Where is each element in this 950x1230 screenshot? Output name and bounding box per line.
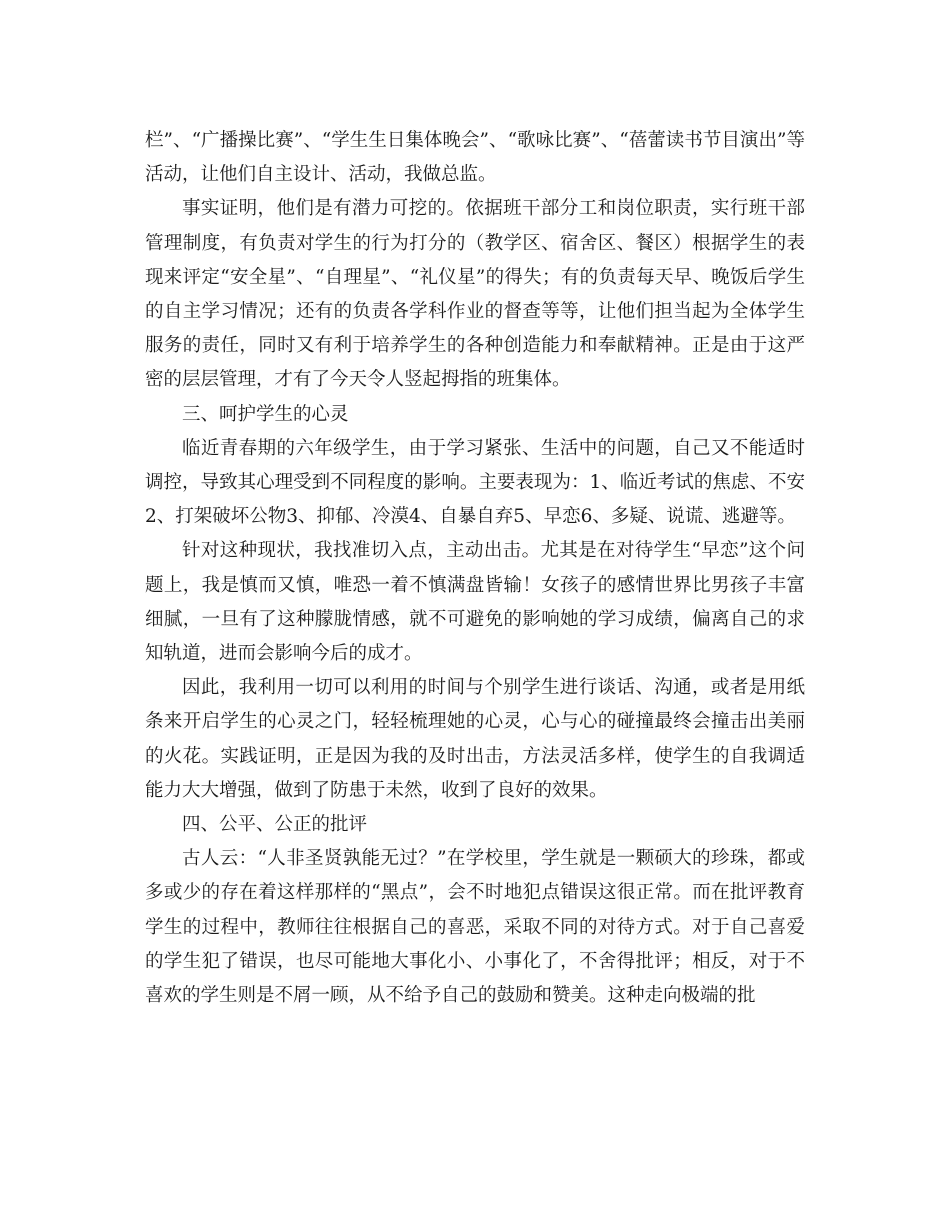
section-heading-protect-hearts: 三、呵护学生的心灵	[182, 403, 349, 425]
paragraph-adolescent-psychology: 临近青春期的六年级学生，由于学习紧张、生活中的问题，自己又不能适时调控，导致其心理受到不同程度的影响。主要表现为：1、临近考试的焦虑、不安2、打架破坏公物3、抑郁、冷漠4、自暴自弃5、早恋6、多疑、说谎、逃避等。	[145, 437, 805, 528]
section-heading-fair-criticism: 四、公平、公正的批评	[182, 814, 368, 836]
paragraph-class-cadre-management: 事实证明，他们是有潜力可挖的。依据班干部分工和岗位职责，实行班干部管理制度，有负责对学生的行为打分的（教学区、宿舍区、餐区）根据学生的表现来评定“安全星”、“自理星”、“礼仪星”的得失；有的负责每天早、晚饭后学生的自主学习情况；还有的负责各学科作业的督查等等，让他们担当起为全体学生服务的责任，同时又有利于培养学生的各种创造能力和奉献精神。正是由于这严密的层层管理，才有了今天令人竖起拇指的班集体。	[145, 198, 805, 391]
paragraph-early-love-issue: 针对这种现状，我找准切入点，主动出击。尤其是在对待学生“早恋”这个问题上，我是慎而又慎，唯恐一着不慎满盘皆输！女孩子的感情世界比男孩子丰富细腻，一旦有了这种朦胧情感，就不可避免的影响她的学习成绩，偏离自己的求知轨道，进而会影响今后的成才。	[145, 540, 805, 665]
paragraph-communication-method: 因此，我利用一切可以利用的时间与个别学生进行谈话、沟通，或者是用纸条来开启学生的心灵之门，轻轻梳理她的心灵，心与心的碰撞最终会撞击出美丽的火花。实践证明，正是因为我的及时出击，方法灵活多样，使学生的自我调适能力大大增强，做到了防患于未然，收到了良好的效果。	[145, 677, 805, 801]
document-body	[145, 124, 805, 1013]
paragraph-ancient-saying: 古人云：“人非圣贤孰能无过？”在学校里，学生就是一颗硕大的珍珠，都或多或少的存在着这样那样的“黑点”，会不时地犯点错误这很正常。而在批评教育学生的过程中，教师往往根据自己的喜恶，采取不同的对待方式。对于自己喜爱的学生犯了错误，也尽可能地大事化小、小事化了，不舍得批评；相反，对于不喜欢的学生则是不屑一顾，从不给予自己的鼓励和赞美。这种走向极端的批	[145, 848, 805, 1007]
paragraph-activities-continued: 栏”、“广播操比赛”、“学生生日集体晚会”、“歌咏比赛”、“蓓蕾读书节目演出”等活动，让他们自主设计、活动，我做总监。	[145, 130, 805, 186]
